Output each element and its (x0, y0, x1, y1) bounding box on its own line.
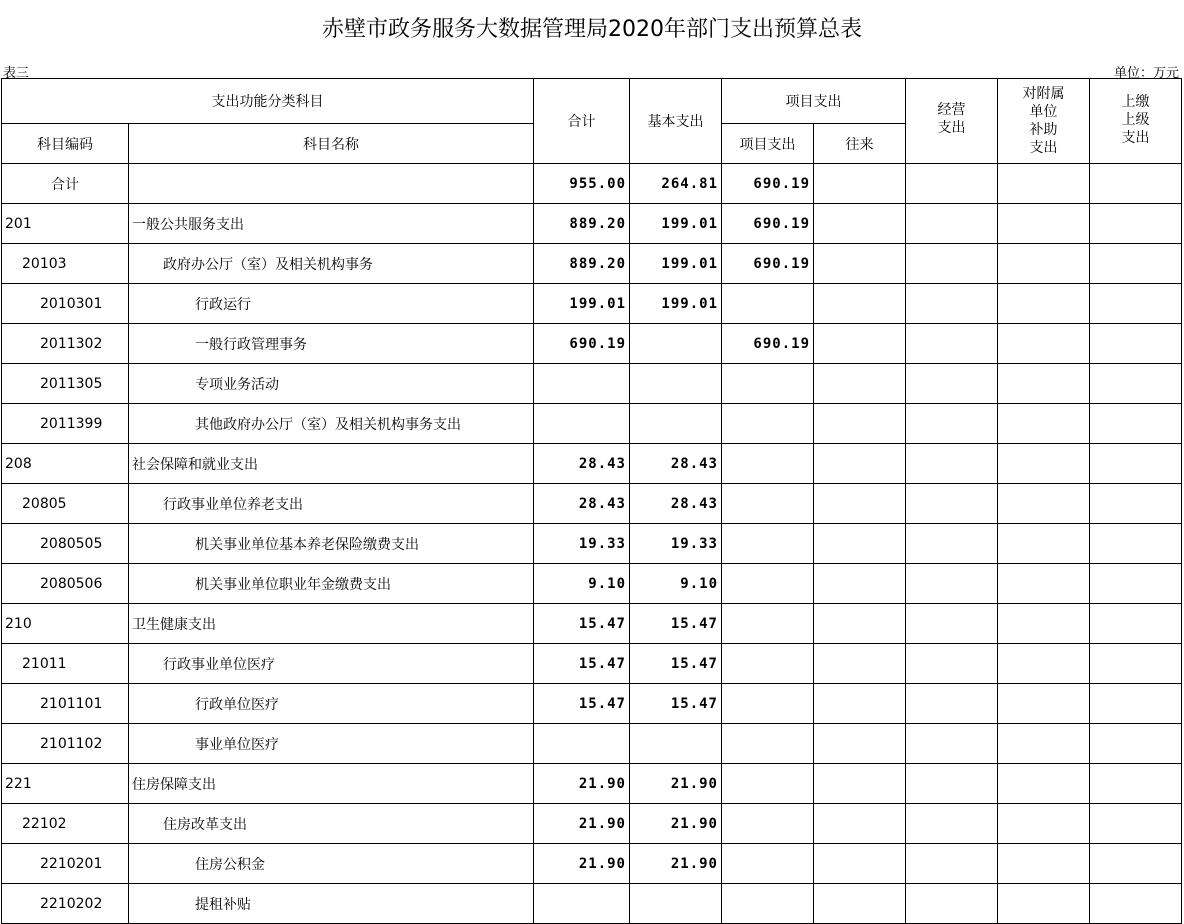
cell-remit (1090, 324, 1182, 364)
table-row (2, 244, 1182, 284)
cell-name: 行政事业单位医疗 (129, 644, 534, 684)
cell-name: 事业单位医疗 (129, 724, 534, 764)
header-transfer: 往来 (814, 124, 906, 164)
cell-basic: 264.81 (630, 164, 722, 204)
cell-transfer (814, 804, 906, 844)
table-row (2, 844, 1182, 884)
table-row (2, 684, 1182, 724)
cell-operating (906, 524, 998, 564)
cell-code: 210 (2, 604, 129, 644)
cell-operating (906, 284, 998, 324)
cell-project: 690.19 (722, 244, 814, 284)
cell-subsidy (998, 204, 1090, 244)
cell-remit (1090, 764, 1182, 804)
cell-subsidy (998, 444, 1090, 484)
cell-code: 2080505 (2, 524, 129, 564)
cell-operating (906, 804, 998, 844)
cell-total (534, 364, 630, 404)
cell-subsidy (998, 484, 1090, 524)
cell-transfer (814, 284, 906, 324)
cell-subsidy (998, 884, 1090, 924)
cell-subsidy (998, 364, 1090, 404)
cell-name: 机关事业单位职业年金缴费支出 (129, 564, 534, 604)
table-row (2, 164, 1182, 204)
table-row (2, 564, 1182, 604)
cell-operating (906, 604, 998, 644)
cell-name: 政府办公厅（室）及相关机构事务 (129, 244, 534, 284)
header-func-category: 支出功能分类科目 (2, 79, 534, 124)
cell-operating (906, 364, 998, 404)
table-row (2, 524, 1182, 564)
header-operating (906, 79, 998, 164)
cell-subsidy (998, 164, 1090, 204)
cell-code: 221 (2, 764, 129, 804)
cell-project (722, 604, 814, 644)
cell-transfer (814, 684, 906, 724)
cell-operating (906, 724, 998, 764)
page-title: 赤壁市政务服务大数据管理局2020年部门支出预算总表 (322, 17, 862, 42)
cell-code: 2011399 (2, 404, 129, 444)
cell-transfer (814, 404, 906, 444)
cell-name: 专项业务活动 (129, 364, 534, 404)
cell-total: 889.20 (534, 244, 630, 284)
cell-transfer (814, 644, 906, 684)
cell-basic: 9.10 (630, 564, 722, 604)
cell-operating (906, 244, 998, 284)
cell-remit (1090, 604, 1182, 644)
table-row (2, 204, 1182, 244)
cell-project (722, 804, 814, 844)
cell-remit (1090, 204, 1182, 244)
cell-total: 28.43 (534, 444, 630, 484)
cell-code: 2011302 (2, 324, 129, 364)
table-row (2, 364, 1182, 404)
cell-name: 一般行政管理事务 (129, 324, 534, 364)
header-project: 项目支出 (722, 124, 814, 164)
cell-basic: 199.01 (630, 204, 722, 244)
cell-code: 2101101 (2, 684, 129, 724)
cell-total: 9.10 (534, 564, 630, 604)
cell-code: 208 (2, 444, 129, 484)
table-row (2, 644, 1182, 684)
cell-basic: 199.01 (630, 284, 722, 324)
cell-code: 20805 (2, 484, 129, 524)
cell-remit (1090, 284, 1182, 324)
cell-basic (630, 324, 722, 364)
cell-project: 690.19 (722, 164, 814, 204)
cell-code: 201 (2, 204, 129, 244)
cell-project (722, 284, 814, 324)
cell-total (534, 724, 630, 764)
cell-basic: 28.43 (630, 484, 722, 524)
cell-project (722, 484, 814, 524)
cell-subsidy (998, 324, 1090, 364)
cell-total: 15.47 (534, 684, 630, 724)
cell-basic: 21.90 (630, 764, 722, 804)
cell-remit (1090, 724, 1182, 764)
cell-operating (906, 884, 998, 924)
cell-operating (906, 164, 998, 204)
cell-subsidy (998, 524, 1090, 564)
table-row (2, 604, 1182, 644)
cell-subsidy (998, 564, 1090, 604)
cell-project (722, 364, 814, 404)
cell-basic: 199.01 (630, 244, 722, 284)
cell-code: 2080506 (2, 564, 129, 604)
cell-name: 行政运行 (129, 284, 534, 324)
cell-code: 22102 (2, 804, 129, 844)
cell-operating (906, 404, 998, 444)
header-line: 经营 (937, 102, 966, 118)
header-line: 支出 (1029, 140, 1058, 156)
cell-total: 28.43 (534, 484, 630, 524)
header-line: 补助 (1029, 122, 1058, 138)
cell-subsidy (998, 284, 1090, 324)
budget-table (1, 78, 1182, 924)
cell-transfer (814, 884, 906, 924)
cell-project (722, 524, 814, 564)
cell-code: 2011305 (2, 364, 129, 404)
cell-subsidy (998, 844, 1090, 884)
header-total: 合计 (534, 79, 630, 164)
cell-basic (630, 724, 722, 764)
cell-operating (906, 684, 998, 724)
cell-subsidy (998, 404, 1090, 444)
cell-remit (1090, 884, 1182, 924)
cell-transfer (814, 484, 906, 524)
cell-name: 一般公共服务支出 (129, 204, 534, 244)
cell-project (722, 764, 814, 804)
cell-name: 卫生健康支出 (129, 604, 534, 644)
cell-name: 住房保障支出 (129, 764, 534, 804)
cell-operating (906, 564, 998, 604)
cell-remit (1090, 484, 1182, 524)
cell-operating (906, 484, 998, 524)
cell-basic: 15.47 (630, 684, 722, 724)
cell-code: 20103 (2, 244, 129, 284)
cell-code: 2210202 (2, 884, 129, 924)
cell-remit (1090, 844, 1182, 884)
cell-remit (1090, 364, 1182, 404)
cell-transfer (814, 724, 906, 764)
cell-remit (1090, 164, 1182, 204)
cell-total (534, 884, 630, 924)
cell-code: 合计 (2, 164, 129, 204)
cell-transfer (814, 604, 906, 644)
cell-operating (906, 324, 998, 364)
cell-remit (1090, 524, 1182, 564)
table-row (2, 444, 1182, 484)
header-line: 上级 (1121, 112, 1150, 128)
cell-basic (630, 364, 722, 404)
header-line: 对附属 (1022, 86, 1065, 102)
cell-operating (906, 644, 998, 684)
cell-subsidy (998, 244, 1090, 284)
cell-remit (1090, 804, 1182, 844)
cell-name (129, 164, 534, 204)
cell-code: 2101102 (2, 724, 129, 764)
cell-code: 21011 (2, 644, 129, 684)
table-body (2, 79, 1182, 924)
cell-basic (630, 404, 722, 444)
cell-total: 21.90 (534, 764, 630, 804)
cell-transfer (814, 364, 906, 404)
cell-name: 住房公积金 (129, 844, 534, 884)
header-remit (1090, 79, 1182, 164)
table-row (2, 884, 1182, 924)
header-line: 支出 (937, 120, 966, 136)
table-row (2, 804, 1182, 844)
cell-basic: 21.90 (630, 804, 722, 844)
cell-name: 行政单位医疗 (129, 684, 534, 724)
cell-subsidy (998, 804, 1090, 844)
cell-project: 690.19 (722, 324, 814, 364)
cell-subsidy (998, 644, 1090, 684)
table-id-label: 表三 (3, 66, 30, 81)
table-row (2, 284, 1182, 324)
cell-operating (906, 764, 998, 804)
header-line: 支出 (1121, 130, 1150, 146)
cell-project: 690.19 (722, 204, 814, 244)
cell-transfer (814, 764, 906, 804)
cell-project (722, 444, 814, 484)
table-row (2, 764, 1182, 804)
table-row (2, 484, 1182, 524)
cell-total: 955.00 (534, 164, 630, 204)
cell-total: 199.01 (534, 284, 630, 324)
cell-project (722, 404, 814, 444)
cell-remit (1090, 404, 1182, 444)
cell-total: 15.47 (534, 644, 630, 684)
cell-transfer (814, 524, 906, 564)
table-row (2, 724, 1182, 764)
cell-name: 机关事业单位基本养老保险缴费支出 (129, 524, 534, 564)
cell-subsidy (998, 684, 1090, 724)
cell-operating (906, 844, 998, 884)
cell-total: 21.90 (534, 844, 630, 884)
cell-basic: 19.33 (630, 524, 722, 564)
header-line: 上缴 (1121, 94, 1150, 110)
cell-remit (1090, 564, 1182, 604)
cell-total: 21.90 (534, 804, 630, 844)
cell-subsidy (998, 724, 1090, 764)
cell-transfer (814, 244, 906, 284)
unit-label: 单位：万元 (1113, 66, 1179, 81)
cell-subsidy (998, 764, 1090, 804)
header-name: 科目名称 (129, 124, 534, 164)
cell-name: 提租补贴 (129, 884, 534, 924)
cell-project (722, 844, 814, 884)
cell-code: 2010301 (2, 284, 129, 324)
cell-basic (630, 884, 722, 924)
cell-transfer (814, 164, 906, 204)
header-subsidy (998, 79, 1090, 164)
cell-remit (1090, 244, 1182, 284)
cell-transfer (814, 564, 906, 604)
cell-basic: 15.47 (630, 604, 722, 644)
cell-total (534, 404, 630, 444)
cell-project (722, 644, 814, 684)
cell-basic: 15.47 (630, 644, 722, 684)
cell-remit (1090, 644, 1182, 684)
header-basic: 基本支出 (630, 79, 722, 164)
cell-name: 其他政府办公厅（室）及相关机构事务支出 (129, 404, 534, 444)
cell-total: 15.47 (534, 604, 630, 644)
cell-name: 行政事业单位养老支出 (129, 484, 534, 524)
cell-name: 社会保障和就业支出 (129, 444, 534, 484)
cell-basic: 21.90 (630, 844, 722, 884)
cell-remit (1090, 444, 1182, 484)
header-line: 单位 (1029, 104, 1058, 120)
table-row (2, 324, 1182, 364)
header-code: 科目编码 (2, 124, 129, 164)
cell-remit (1090, 684, 1182, 724)
cell-subsidy (998, 604, 1090, 644)
cell-project (722, 684, 814, 724)
table-row (2, 404, 1182, 444)
cell-operating (906, 204, 998, 244)
header-row-1 (2, 79, 1182, 124)
cell-operating (906, 444, 998, 484)
cell-transfer (814, 204, 906, 244)
cell-basic: 28.43 (630, 444, 722, 484)
cell-code: 2210201 (2, 844, 129, 884)
cell-transfer (814, 324, 906, 364)
cell-total: 889.20 (534, 204, 630, 244)
cell-project (722, 884, 814, 924)
cell-transfer (814, 444, 906, 484)
cell-project (722, 564, 814, 604)
cell-total: 19.33 (534, 524, 630, 564)
cell-name: 住房改革支出 (129, 804, 534, 844)
cell-project (722, 724, 814, 764)
cell-transfer (814, 844, 906, 884)
header-project-group: 项目支出 (722, 79, 906, 124)
cell-total: 690.19 (534, 324, 630, 364)
